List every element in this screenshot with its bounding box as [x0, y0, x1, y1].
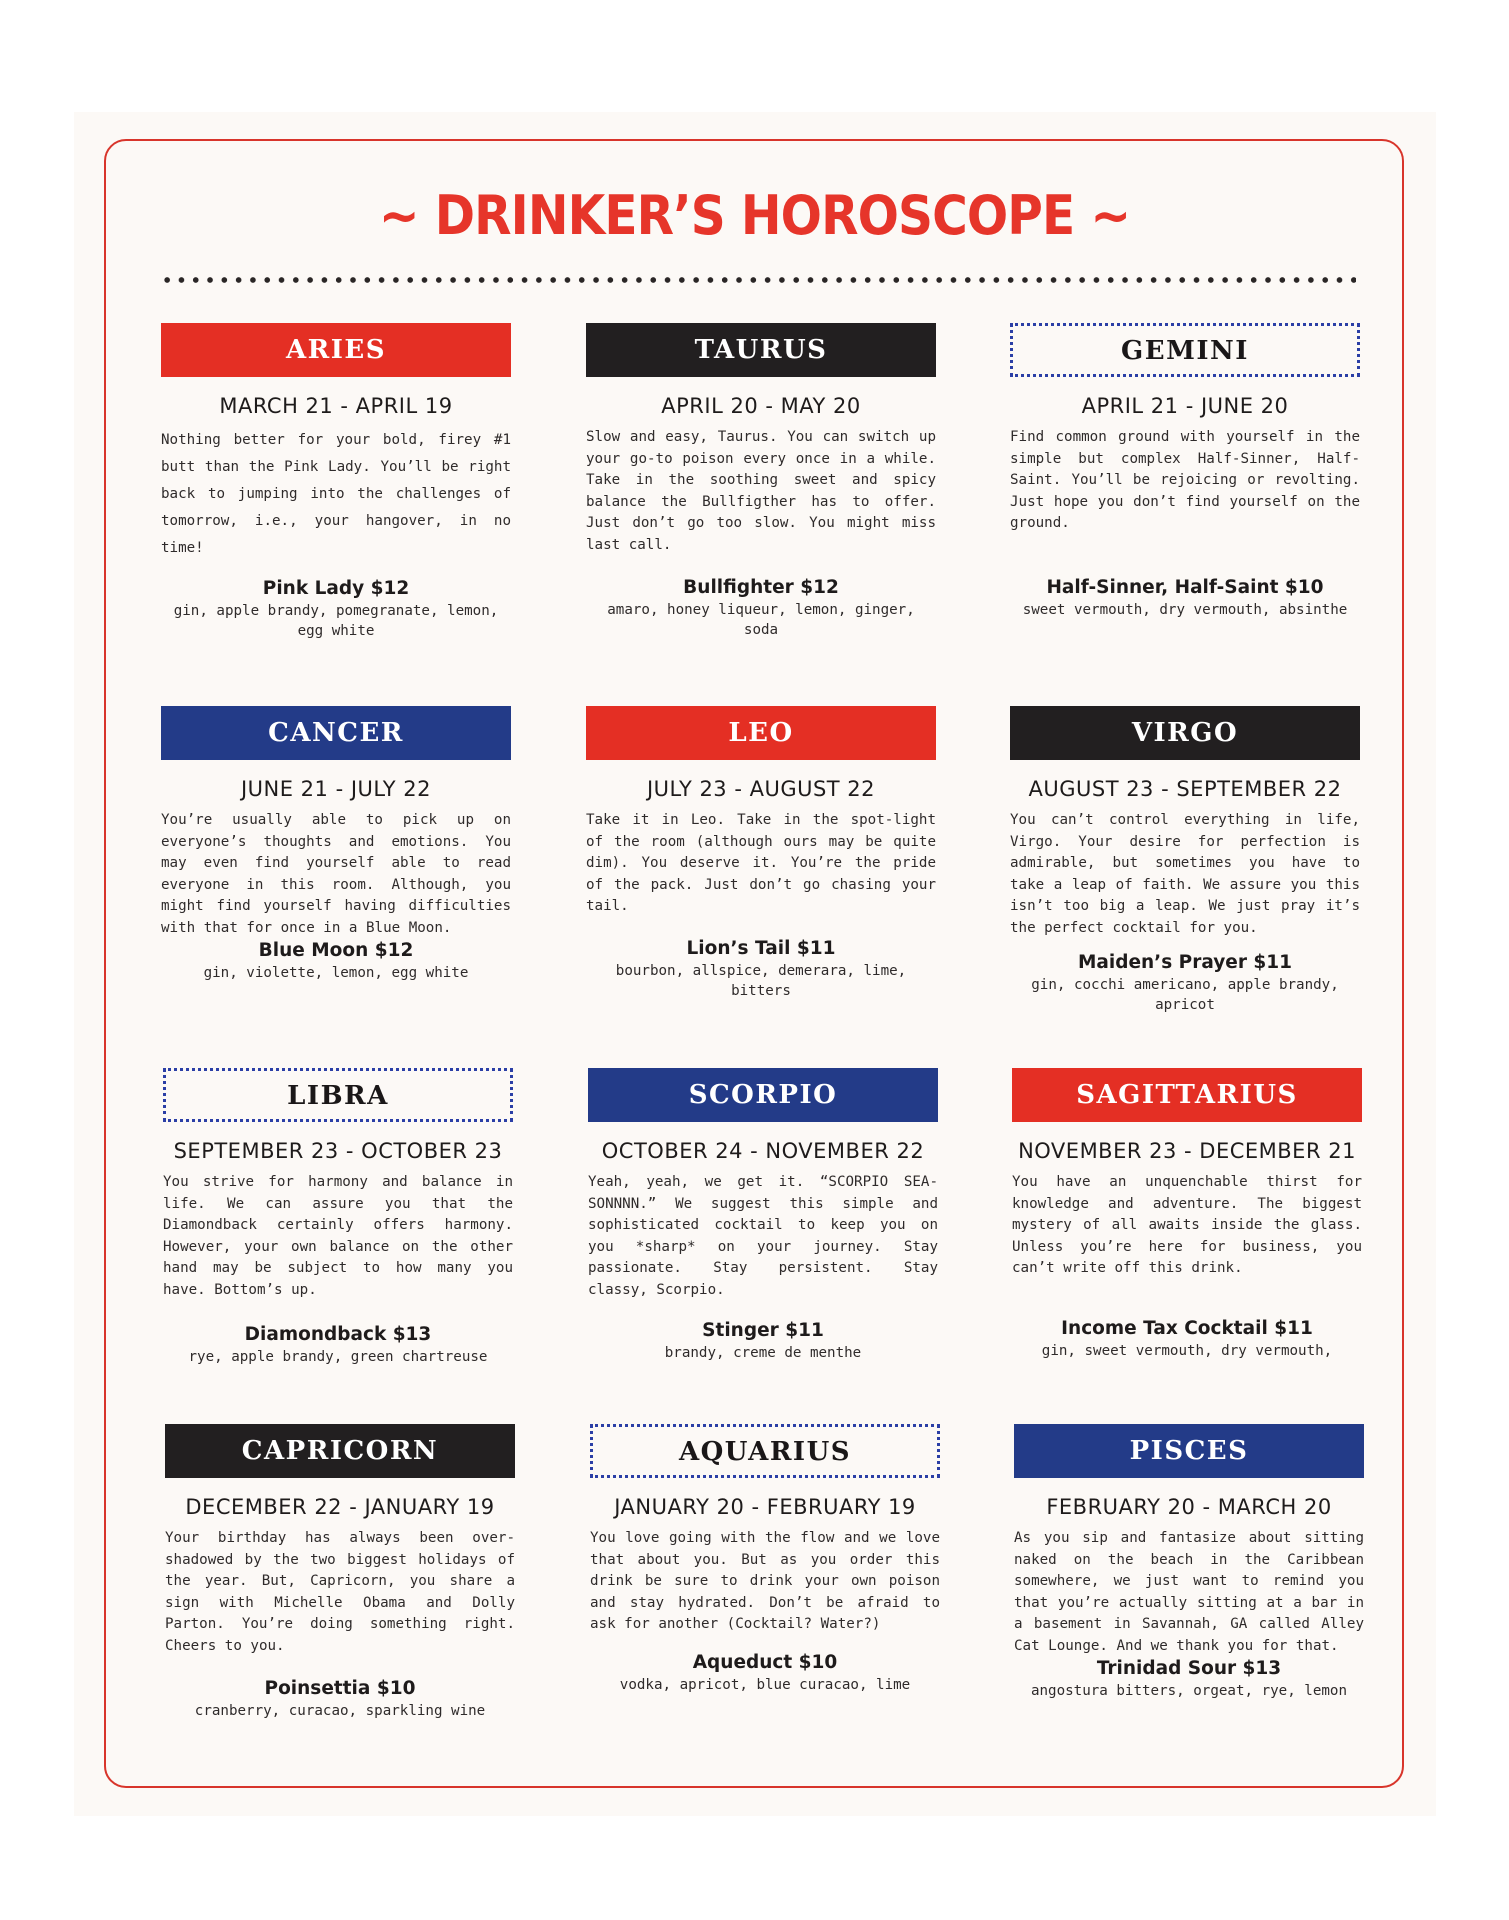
drink-ingredients: brandy, creme de menthe [664, 1344, 862, 1361]
drink-ingredients: rye, apple brandy, green chartreuse [188, 1348, 488, 1365]
sign-leo [586, 706, 936, 1001]
drink-ingredients: sweet vermouth, dry vermouth, absinthe [1022, 601, 1348, 618]
sign-banner: LIBRA [163, 1068, 513, 1122]
sign-taurus [586, 323, 936, 640]
sign-virgo [1010, 706, 1360, 1015]
drink-name: Bullfighter $12 [683, 576, 839, 598]
drink-ingredients: gin, apple brandy, pomegranate, lemon, egg white [173, 603, 499, 639]
sign-description: You’re usually able to pick up on everyone’s thoughts and emotions. You may even find yourself able to read everyone in this room. Although, you might find yourself having difficulties with that for once in a Blue Moon. [161, 812, 511, 936]
sign-banner: ARIES [161, 323, 511, 377]
sign-dates: DECEMBER 22 - JANUARY 19 [185, 1495, 495, 1519]
sign-dates: NOVEMBER 23 - DECEMBER 21 [1018, 1139, 1356, 1163]
sign-banner: CANCER [161, 706, 511, 760]
sign-description: You strive for harmony and balance in life. We can assure you that the Diamondback certainly offers harmony. However, your own balance on the other hand may be subject to how many you have. Bottom’s up. [163, 1174, 513, 1298]
drink-name: Lion’s Tail $11 [686, 937, 836, 959]
drink-name: Trinidad Sour $13 [1096, 1657, 1282, 1679]
drink-ingredients: gin, sweet vermouth, dry vermouth, [1041, 1342, 1333, 1359]
sign-dates: JUNE 21 - JULY 22 [240, 777, 432, 801]
drink-name: Income Tax Cocktail $11 [1061, 1317, 1313, 1339]
sign-dates: JANUARY 20 - FEBRUARY 19 [614, 1495, 916, 1519]
sign-description: You can’t control everything in life, Virgo. Your desire for perfection is admirable, but sometimes you have to take a leap of faith. We assure you this isn’t too big a leap. We just pray it’s the perfect cocktail for you. [1010, 812, 1360, 936]
menu-title: ~ DRINKER’S HOROSCOPE ~ [378, 184, 1131, 247]
sign-dates: JULY 23 - AUGUST 22 [646, 777, 876, 801]
sign-libra [163, 1068, 513, 1367]
sign-dates: APRIL 20 - MAY 20 [661, 394, 861, 418]
sign-description: Your birthday has always been over-shadowed by the two biggest holidays of the year. But, Capricorn, you share a sign with Michelle Obama and Dolly Parton. You’re doing something right. Cheers to you. [165, 1530, 515, 1654]
sign-dates: APRIL 21 - JUNE 20 [1081, 394, 1289, 418]
sign-banner: VIRGO [1010, 706, 1360, 760]
sign-banner: AQUARIUS [590, 1424, 940, 1478]
sign-description: Yeah, yeah, we get it. “SCORPIO SEA-SONNNN.” We suggest this simple and sophisticated cocktail to keep you on you *sharp* on your journey. Stay passionate. Stay persistent. Stay classy, Scorpio. [588, 1174, 938, 1298]
drink-name: Blue Moon $12 [258, 939, 414, 961]
sign-aquarius [590, 1424, 940, 1695]
sign-description: You love going with the flow and we love that about you. But as you order this drink be sure to drink your own poison and stay hydrated. Don’t be afraid to ask for another (Cocktail? Water?) [590, 1530, 940, 1633]
drink-name: Pink Lady $12 [262, 578, 410, 599]
sign-scorpio [588, 1068, 938, 1363]
drink-ingredients: vodka, apricot, blue curacao, lime [619, 1676, 911, 1693]
sign-banner: GEMINI [1010, 323, 1360, 377]
sign-banner: TAURUS [586, 323, 936, 377]
sign-capricorn [165, 1424, 515, 1721]
sign-banner: SCORPIO [588, 1068, 938, 1122]
sign-banner: LEO [586, 706, 936, 760]
sign-dates: OCTOBER 24 - NOVEMBER 22 [601, 1139, 925, 1163]
sign-cancer [161, 706, 511, 983]
drink-name: Poinsettia $10 [264, 1677, 416, 1699]
dotted-divider [160, 276, 1356, 284]
sign-banner: SAGITTARIUS [1012, 1068, 1362, 1122]
drink-name: Maiden’s Prayer $11 [1077, 951, 1293, 973]
drink-name: Aqueduct $10 [692, 1651, 838, 1673]
sign-aries [161, 323, 511, 641]
sign-description: Nothing better for your bold, firey #1 butt than the Pink Lady. You’ll be right back to jumping into the challenges of tomorrow, i.e., your hangover, in no time! [161, 432, 511, 556]
drink-ingredients: amaro, honey liqueur, lemon, ginger, soda [607, 601, 915, 638]
sign-banner: PISCES [1014, 1424, 1364, 1478]
sign-description: Take it in Leo. Take in the spot-light of the room (although ours may be quite dim). You deserve it. You’re the pride of the pack. Just don’t go chasing your tail. [586, 812, 936, 915]
drink-ingredients: gin, cocchi americano, apple brandy, apricot [1031, 976, 1339, 1013]
sign-description: As you sip and fantasize about sitting naked on the beach in the Caribbean somewhere, we just want to remind you that you’re actually sitting at a bar in a basement in Savannah, GA called Alley Cat Lounge. And we thank you for that. [1014, 1530, 1364, 1654]
drink-ingredients: gin, violette, lemon, egg white [203, 964, 469, 981]
drink-ingredients: bourbon, allspice, demerara, lime, bitters [615, 962, 907, 999]
sign-description: Find common ground with yourself in the simple but complex Half-Sinner, Half-Saint. You’ll be rejoicing or revolting. Just hope you don’t find yourself on the ground. [1010, 429, 1360, 532]
sign-dates: SEPTEMBER 23 - OCTOBER 23 [173, 1139, 503, 1163]
drink-name: Stinger $11 [702, 1319, 824, 1341]
sign-description: You have an unquenchable thirst for knowledge and adventure. The biggest mystery of all awaits inside the glass. Unless you’re here for business, you can’t write off this drink. [1012, 1174, 1362, 1277]
sign-pisces [1014, 1424, 1364, 1701]
sign-dates: AUGUST 23 - SEPTEMBER 22 [1028, 777, 1342, 801]
drink-name: Diamondback $13 [244, 1323, 432, 1345]
sign-dates: FEBRUARY 20 - MARCH 20 [1046, 1495, 1332, 1519]
sign-dates: MARCH 21 - APRIL 19 [219, 394, 453, 418]
sign-sagittarius [1012, 1068, 1362, 1361]
drink-ingredients: angostura bitters, orgeat, rye, lemon [1030, 1682, 1348, 1699]
sign-gemini [1010, 323, 1360, 620]
drink-ingredients: cranberry, curacao, sparkling wine [194, 1702, 486, 1719]
sign-banner: CAPRICORN [165, 1424, 515, 1478]
sign-description: Slow and easy, Taurus. You can switch up your go-to poison every once in a while. Take in the soothing sweet and spicy balance the Bullfigther has to offer. Just don’t go too slow. You might miss last call. [586, 429, 936, 553]
drink-name: Half-Sinner, Half-Saint $10 [1046, 576, 1324, 598]
